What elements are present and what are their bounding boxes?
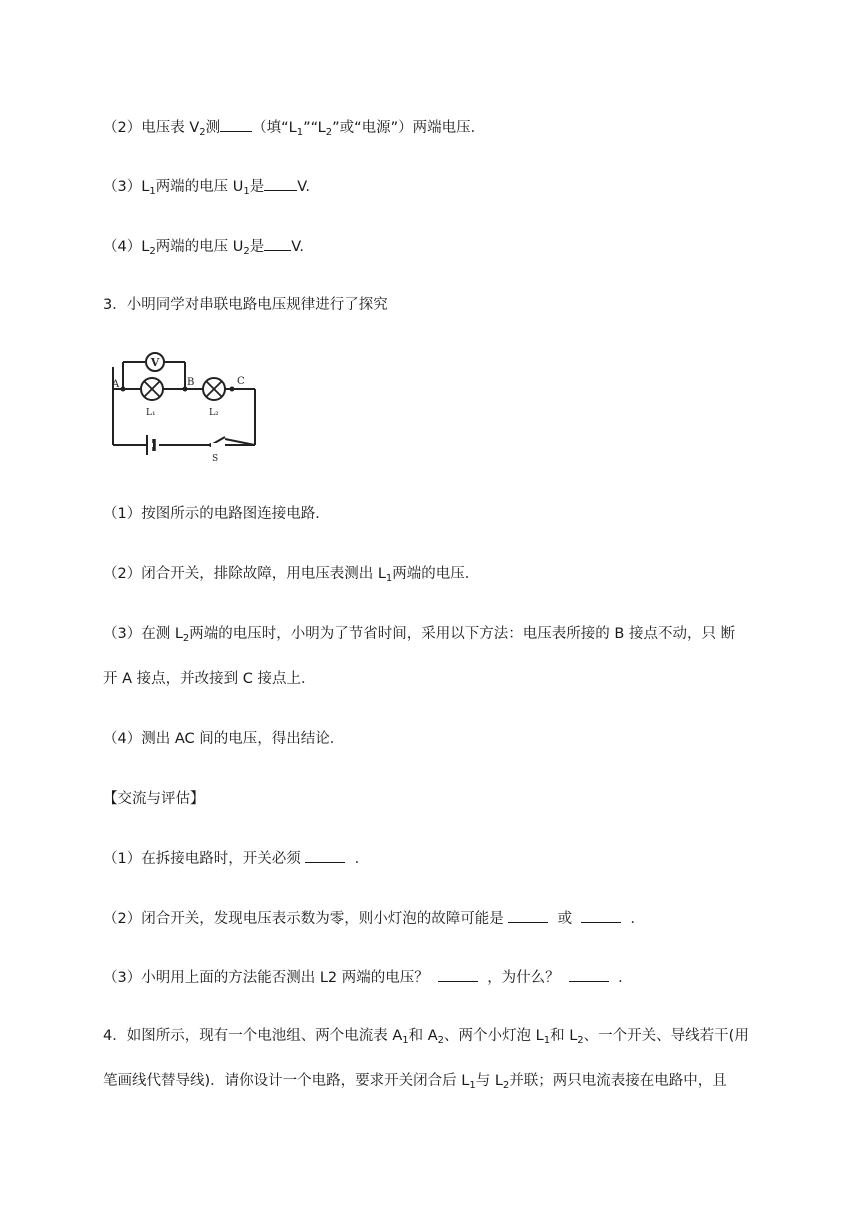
voltmeter-label: V [150, 356, 160, 369]
q3-heading: 3．小明同学对串联电路电压规律进行了探究 [103, 297, 388, 313]
q3-step-1: （1）按图所示的电路图连接电路． [103, 506, 330, 522]
answer-blank[interactable] [264, 236, 291, 251]
q3-eval-3: （3）小明用上面的方法能否测出 L2 两端的电压？ ，为什么？ ． [103, 967, 633, 988]
junction-c [230, 387, 235, 392]
label-l1: L₁ [146, 408, 156, 418]
answer-blank[interactable] [438, 967, 478, 982]
q4-line-1: 4．如图所示，现有一个电池组、两个电流表 $A_1$和 $A_2$、两个小灯泡 $L_1$和 $L_2$、一个开关、导线若干(用 [103, 1028, 749, 1046]
answer-blank[interactable] [220, 117, 252, 132]
q3-step-4: （4）测出 AC 间的电压，得出结论． [103, 731, 345, 747]
lamp-l1-symbol [141, 378, 163, 400]
q3-eval-heading: 【交流与评估】 [103, 791, 205, 807]
q2-item-4: $(4)L_2$两端的电压 $U_2$是 V. [103, 236, 304, 257]
label-s: S [212, 454, 219, 464]
label-l2: L₂ [209, 408, 219, 418]
answer-blank[interactable] [305, 848, 345, 863]
q3-eval-1: （1）在拆接电路时，开关必须 ． [103, 848, 369, 869]
lamp-l2-symbol [203, 378, 225, 400]
label-c: C [237, 376, 245, 387]
label-a: A [112, 379, 120, 390]
circuit-diagram [103, 347, 263, 464]
q2-item-2: （2）电压表 $V_2$测 （填“$L_1”“L_2$”或“电源”）两端电压． [103, 117, 485, 138]
q4-line-2: 笔画线代替导线)．请你设计一个电路，要求开关闭合后 $L_1$与 $L_2$并联；两只电流表接在电路中，且 [103, 1073, 727, 1091]
q3-step-2: （2）闭合开关，排除故障，用电压表测出 $L_1$两端的电压． [103, 566, 480, 584]
label-b: B [187, 377, 195, 388]
junction-a [121, 387, 126, 392]
q3-eval-2: （2）闭合开关，发现电压表示数为零，则小灯泡的故障可能是 或 ． [103, 908, 645, 929]
q3-step-3: （3）在测 $L_2$两端的电压时，小明为了节省时间，采用以下方法：电压表所接的 B 接点不动，只 断 [103, 626, 736, 644]
answer-blank[interactable] [264, 176, 297, 191]
answer-blank[interactable] [569, 967, 609, 982]
answer-blank[interactable] [581, 908, 621, 923]
q2-item-3: $(3)L_1$两端的电压 $U_1$是 V. [103, 176, 310, 197]
answer-blank[interactable] [508, 908, 548, 923]
q3-step-3-continued: 开 A 接点，并改接到 C 接点上． [103, 671, 316, 687]
battery-symbol [147, 435, 154, 455]
